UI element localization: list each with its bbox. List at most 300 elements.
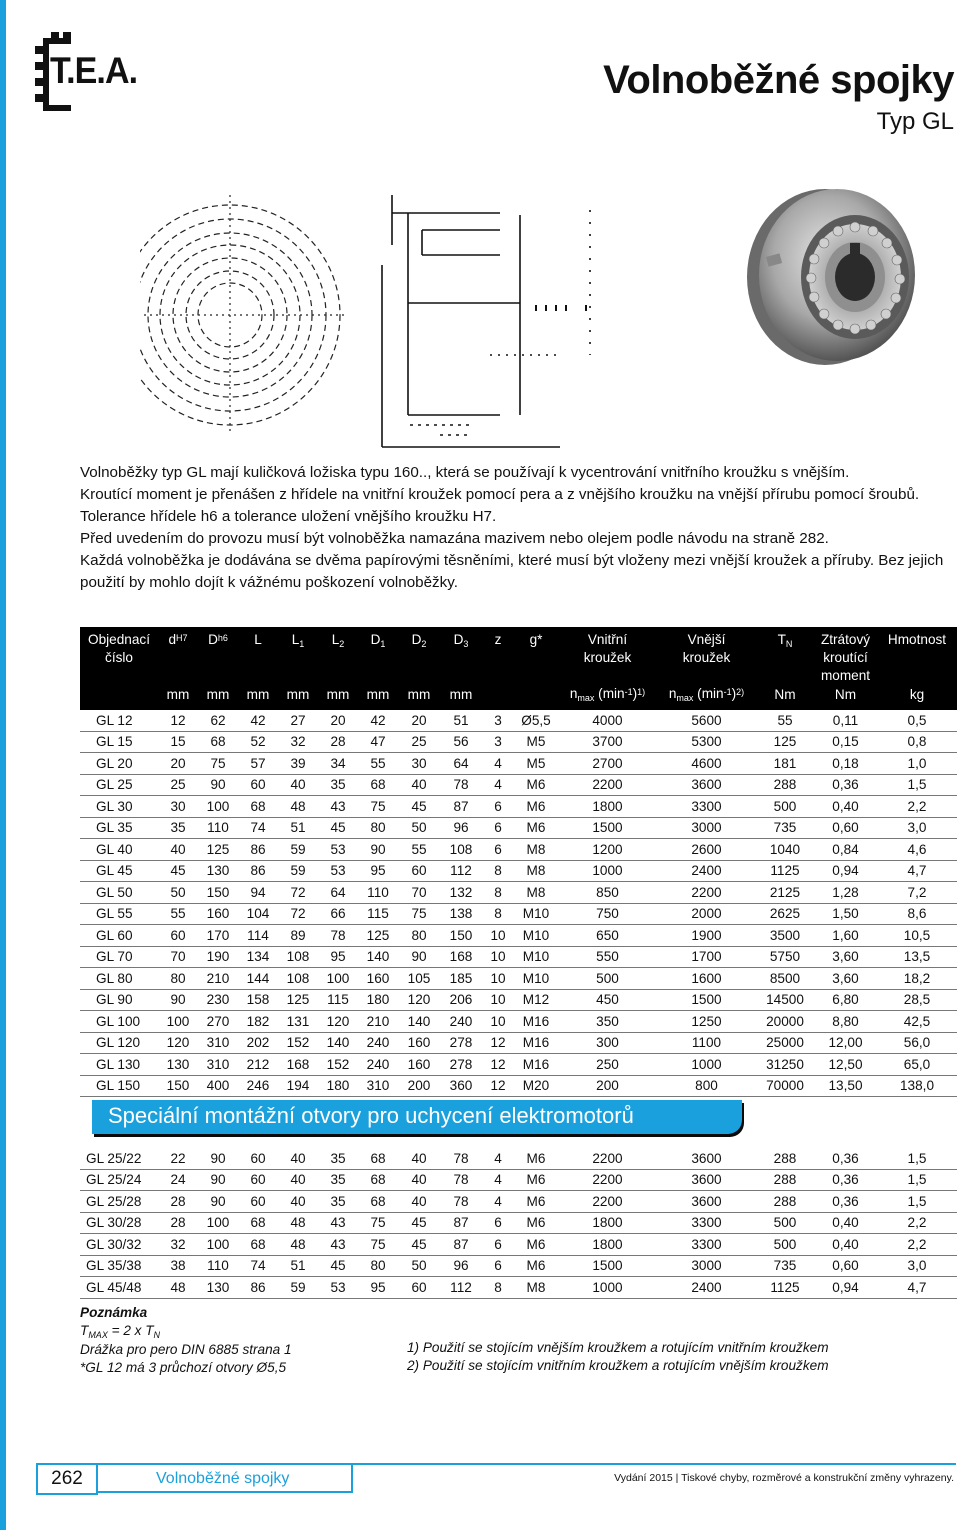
table-cell: 40 [398,1169,440,1191]
table-cell: 28,5 [877,989,957,1011]
table-cell: 100 [198,1234,238,1256]
notes [80,1304,292,1376]
table-cell: GL 30 [80,796,158,818]
table-cell: GL 55 [80,903,158,925]
table-cell: 60 [238,774,278,796]
table-cell: GL 45/48 [80,1277,158,1299]
table-cell: M8 [514,839,558,861]
table-cell: GL 30/28 [80,1212,158,1234]
table-cell: 110 [198,1255,238,1277]
unit-mm: mm [318,685,358,710]
table-cell: 1500 [558,1255,657,1277]
table-cell: 68 [238,1234,278,1256]
table-cell: 194 [278,1075,318,1097]
table-row [80,817,957,839]
table-cell: 51 [278,817,318,839]
table-cell: 0,15 [814,731,877,753]
table-cell: 75 [198,753,238,775]
table-cell: 2,2 [877,796,957,818]
table-cell: 3000 [657,817,756,839]
table-cell: 140 [358,946,398,968]
table-cell: 190 [198,946,238,968]
table-cell: GL 150 [80,1075,158,1097]
table-cell: 96 [440,1255,482,1277]
table-cell: 87 [440,1212,482,1234]
table-cell: 100 [198,796,238,818]
table-cell: 50 [158,882,198,904]
table-cell: 800 [657,1075,756,1097]
table-cell: 75 [358,1212,398,1234]
table-cell: 47 [358,731,398,753]
table-cell: 56 [440,731,482,753]
table-cell: 45 [398,1234,440,1256]
note-keyway: Drážka pro pero DIN 6885 strana 1 [80,1342,292,1357]
col-order-no: Objednací číslo [80,627,158,685]
unit-nm: Nm [814,685,877,710]
table-cell: 200 [558,1075,657,1097]
table-cell: 240 [358,1032,398,1054]
table-cell: 10 [482,989,514,1011]
table-cell: 4 [482,1148,514,1169]
table-cell: 110 [358,882,398,904]
table-cell: 240 [440,1011,482,1033]
table-cell: 68 [238,1212,278,1234]
table-cell: 120 [398,989,440,1011]
table-cell: 68 [358,1148,398,1169]
table-cell: 10 [482,946,514,968]
table-cell: 270 [198,1011,238,1033]
unit-mm: mm [278,685,318,710]
table-cell: 25 [398,731,440,753]
table-row [80,1212,957,1234]
table-cell: 62 [198,710,238,731]
table-cell: 3600 [657,1191,756,1213]
table-cell: 134 [238,946,278,968]
table-cell: GL 40 [80,839,158,861]
table-cell: 3600 [657,1148,756,1169]
table-cell: 240 [358,1054,398,1076]
table-cell: 850 [558,882,657,904]
table-cell: 57 [238,753,278,775]
table-row [80,1032,957,1054]
table-cell: 72 [278,882,318,904]
table-cell: 278 [440,1054,482,1076]
table-cell: 1125 [756,860,814,882]
table-cell: 12,50 [814,1054,877,1076]
table-cell: 8500 [756,968,814,990]
table-cell: 30 [398,753,440,775]
unit-mm: mm [440,685,482,710]
col-L: L [238,627,278,685]
table-cell: 60 [398,1277,440,1299]
table-cell: 6 [482,796,514,818]
table-cell: 114 [238,925,278,947]
table-cell: 0,40 [814,796,877,818]
table-cell: GL 130 [80,1054,158,1076]
table-cell: 95 [358,860,398,882]
table-cell: 40 [398,1148,440,1169]
table-cell: 90 [198,1169,238,1191]
table-cell: GL 100 [80,1011,158,1033]
table-cell: 125 [198,839,238,861]
col-D2: $D_2$ [398,627,440,685]
table-cell: 288 [756,1169,814,1191]
special-table-body [80,1148,957,1298]
table-cell: 8,6 [877,903,957,925]
table-cell: 3 [482,710,514,731]
unit-nm: Nm [756,685,814,710]
table-cell: 3,0 [877,817,957,839]
table-cell: M8 [514,882,558,904]
table-cell: 50 [398,1255,440,1277]
table-cell: 35 [318,1191,358,1213]
table-cell: 170 [198,925,238,947]
table-cell: 10 [482,925,514,947]
table-cell: 12 [482,1054,514,1076]
table-cell: 90 [398,946,440,968]
table-cell: 52 [238,731,278,753]
note-tmax: $T_{MAX} = 2$ x $T_N$ [80,1322,161,1340]
page-number: 262 [36,1465,98,1495]
table-row [80,753,957,775]
table-cell: 1500 [558,817,657,839]
table-cell: 131 [278,1011,318,1033]
table-cell: 12 [158,710,198,731]
table-cell: 24 [158,1169,198,1191]
table-cell: 70000 [756,1075,814,1097]
table-cell: 10 [482,968,514,990]
table-cell: 31250 [756,1054,814,1076]
table-cell: 8,80 [814,1011,877,1033]
table-cell: GL 35/38 [80,1255,158,1277]
table-cell: 1,28 [814,882,877,904]
table-cell: 1800 [558,1212,657,1234]
table-row [80,860,957,882]
table-cell: 42,5 [877,1011,957,1033]
table-cell: 182 [238,1011,278,1033]
spec-table-header [80,627,957,710]
table-cell: M6 [514,796,558,818]
footer-section-title: Volnoběžné spojky [98,1465,353,1493]
table-cell: 1700 [657,946,756,968]
table-cell: 12 [482,1032,514,1054]
table-cell: 246 [238,1075,278,1097]
table-cell: 3,60 [814,968,877,990]
table-cell: 40 [158,839,198,861]
table-cell: 100 [158,1011,198,1033]
table-cell: 200 [398,1075,440,1097]
table-cell: GL 50 [80,882,158,904]
table-cell: 53 [318,839,358,861]
product-photo [745,185,920,370]
table-cell: 25000 [756,1032,814,1054]
table-cell: M5 [514,731,558,753]
table-cell: 60 [238,1169,278,1191]
table-cell: 3500 [756,925,814,947]
table-cell: 0,8 [877,731,957,753]
table-cell: 51 [278,1255,318,1277]
table-cell: 32 [278,731,318,753]
table-cell: 39 [278,753,318,775]
table-cell: 3300 [657,1212,756,1234]
table-cell: 1,5 [877,1191,957,1213]
table-cell: 66 [318,903,358,925]
table-cell: 2200 [558,1148,657,1169]
table-cell: 0,60 [814,817,877,839]
table-cell: M10 [514,946,558,968]
table-cell: 1250 [657,1011,756,1033]
table-cell: 3600 [657,1169,756,1191]
table-cell: 2125 [756,882,814,904]
table-cell: 5750 [756,946,814,968]
table-cell: 150 [440,925,482,947]
table-cell: 1,5 [877,1148,957,1169]
table-cell: 35 [318,1169,358,1191]
table-cell: 28 [158,1191,198,1213]
table-cell: 87 [440,1234,482,1256]
table-cell: 68 [358,1169,398,1191]
table-cell: 78 [440,1191,482,1213]
table-cell: 650 [558,925,657,947]
table-cell: 35 [318,1148,358,1169]
table-cell: 1900 [657,925,756,947]
table-cell: 1000 [558,1277,657,1299]
table-cell: 150 [158,1075,198,1097]
table-cell: 8 [482,860,514,882]
table-cell: 2700 [558,753,657,775]
table-cell: 1600 [657,968,756,990]
table-cell: 1,5 [877,1169,957,1191]
intro-paragraph: Tolerance hřídele h6 a tolerance uložení vnějšího kroužku H7. [80,508,497,525]
table-row [80,946,957,968]
table-cell: 112 [440,1277,482,1299]
table-cell: 20 [398,710,440,731]
table-cell: 90 [158,989,198,1011]
table-cell: 125 [358,925,398,947]
table-cell: 4,7 [877,860,957,882]
table-cell: M10 [514,968,558,990]
table-cell: 3000 [657,1255,756,1277]
table-cell: 40 [278,1148,318,1169]
table-cell: 1800 [558,796,657,818]
table-cell: 90 [198,1148,238,1169]
table-cell: 3600 [657,774,756,796]
table-cell: 75 [358,796,398,818]
table-cell: 55 [358,753,398,775]
unit-mm: mm [238,685,278,710]
table-cell: 8 [482,1277,514,1299]
table-cell: 90 [198,1191,238,1213]
table-cell: 108 [440,839,482,861]
table-cell: 90 [198,774,238,796]
table-cell: 138 [440,903,482,925]
table-row [80,1255,957,1277]
table-cell: 78 [440,1148,482,1169]
table-cell: 74 [238,817,278,839]
table-cell: 45 [158,860,198,882]
table-cell: 0,40 [814,1234,877,1256]
table-cell: M8 [514,1277,558,1299]
table-cell: 130 [198,860,238,882]
table-cell: 35 [318,774,358,796]
table-row [80,1075,957,1097]
table-cell: M20 [514,1075,558,1097]
table-cell: 750 [558,903,657,925]
table-cell: 6 [482,817,514,839]
table-cell: 160 [398,1032,440,1054]
table-cell: 40 [398,1191,440,1213]
table-cell: 94 [238,882,278,904]
table-cell: 0,40 [814,1212,877,1234]
intro-paragraph: Před uvedením do provozu musí být volnoběžka namazána mazivem nebo olejem podle návodu na straně 282. [80,530,829,547]
table-row [80,968,957,990]
table-cell: 500 [756,1212,814,1234]
table-cell: 5300 [657,731,756,753]
table-cell: 0,36 [814,1169,877,1191]
table-cell: 13,50 [814,1075,877,1097]
table-cell: 64 [440,753,482,775]
table-cell: 4,7 [877,1277,957,1299]
table-cell: 8 [482,903,514,925]
table-cell: 35 [158,817,198,839]
table-cell: 100 [318,968,358,990]
table-cell: 59 [278,839,318,861]
table-cell: GL 120 [80,1032,158,1054]
table-cell: 5600 [657,710,756,731]
table-cell: M6 [514,1169,558,1191]
table-cell: 8 [482,882,514,904]
spec-table [80,627,957,1097]
table-cell: 6 [482,839,514,861]
table-cell: GL 90 [80,989,158,1011]
notes-heading: Poznámka [80,1305,148,1320]
table-cell: 0,11 [814,710,877,731]
table-cell: 43 [318,796,358,818]
table-cell: GL 25/22 [80,1148,158,1169]
table-cell: 55 [756,710,814,731]
table-cell: 28 [158,1212,198,1234]
table-cell: 2200 [558,774,657,796]
table-cell: M6 [514,774,558,796]
table-cell: 168 [278,1054,318,1076]
intro-paragraph: Každá volnoběžka je dodávána se dvěma papírovými těsněními, které musí být vloženy mezi vnější kroužek a příruby. Bez jejich použití by mohlo dojít k vážnému poškození volnoběžky. [80,552,944,591]
table-cell: 80 [158,968,198,990]
table-cell: 2200 [558,1169,657,1191]
intro-paragraph: Volnoběžky typ GL mají kuličková ložiska typu 160.., která se používají k vycentrování vnitřního kroužku s vnějším. [80,464,850,481]
table-cell: 68 [238,796,278,818]
table-cell: 202 [238,1032,278,1054]
table-cell: 78 [440,1169,482,1191]
table-cell: 150 [198,882,238,904]
table-cell: 4 [482,1191,514,1213]
table-cell: 1,60 [814,925,877,947]
table-cell: M6 [514,1212,558,1234]
table-cell: 0,36 [814,774,877,796]
table-cell: 180 [358,989,398,1011]
note-gl12: *GL 12 má 3 průchozí otvory Ø5,5 [80,1359,287,1375]
table-cell: 1,0 [877,753,957,775]
table-cell: 4 [482,774,514,796]
table-cell: 140 [318,1032,358,1054]
unit-mm: mm [198,685,238,710]
col-outer-ring: Vnější kroužek [657,627,756,685]
footnote-2: 2) Použití se stojícím vnitřním kroužkem a rotujícím vnějším kroužkem [407,1357,829,1373]
table-cell: 158 [238,989,278,1011]
table-cell: 87 [440,796,482,818]
table-cell: 60 [238,1191,278,1213]
table-cell: 1000 [558,860,657,882]
table-cell: GL 60 [80,925,158,947]
table-cell: Ø5,5 [514,710,558,731]
table-cell: 55 [158,903,198,925]
table-cell: 45 [318,817,358,839]
table-row [80,1277,957,1299]
table-cell: 1200 [558,839,657,861]
table-cell: 0,60 [814,1255,877,1277]
table-cell: 450 [558,989,657,1011]
table-cell: GL 20 [80,753,158,775]
table-cell: 6 [482,1234,514,1256]
table-cell: 0,18 [814,753,877,775]
table-cell: GL 70 [80,946,158,968]
table-cell: 100 [198,1212,238,1234]
table-cell: 70 [398,882,440,904]
table-cell: 64 [318,882,358,904]
table-cell: 38 [158,1255,198,1277]
table-cell: GL 12 [80,710,158,731]
table-cell: M8 [514,860,558,882]
unit-mm: mm [358,685,398,710]
table-row [80,882,957,904]
table-cell: 60 [398,860,440,882]
table-cell: GL 45 [80,860,158,882]
table-cell: 86 [238,1277,278,1299]
table-cell: 45 [398,1212,440,1234]
table-cell: 125 [756,731,814,753]
table-cell: 115 [358,903,398,925]
table-cell: 34 [318,753,358,775]
table-cell: 500 [558,968,657,990]
technical-drawing [140,185,600,450]
table-cell: 90 [358,839,398,861]
table-cell: 181 [756,753,814,775]
col-D: $D^{h6}$ [198,627,238,685]
table-row [80,710,957,731]
table-cell: 2400 [657,1277,756,1299]
table-cell: GL 25/28 [80,1191,158,1213]
col-L2: $L_2$ [318,627,358,685]
table-cell: 14500 [756,989,814,1011]
table-cell: M6 [514,1148,558,1169]
table-cell: 2200 [657,882,756,904]
table-cell: M6 [514,1191,558,1213]
table-cell: 48 [158,1277,198,1299]
table-cell: M10 [514,925,558,947]
table-cell: 96 [440,817,482,839]
table-cell: 310 [358,1075,398,1097]
unit-mm: mm [158,685,198,710]
table-cell: 130 [198,1277,238,1299]
footer-edition: Vydání 2015 | Tiskové chyby, rozměrové a konstrukční změny vyhrazeny. [614,1472,954,1484]
table-cell: M16 [514,1054,558,1076]
table-cell: 1000 [657,1054,756,1076]
table-row [80,925,957,947]
table-cell: 550 [558,946,657,968]
table-cell: 53 [318,860,358,882]
table-cell: 4 [482,1169,514,1191]
table-cell: 185 [440,968,482,990]
table-cell: GL 25 [80,774,158,796]
